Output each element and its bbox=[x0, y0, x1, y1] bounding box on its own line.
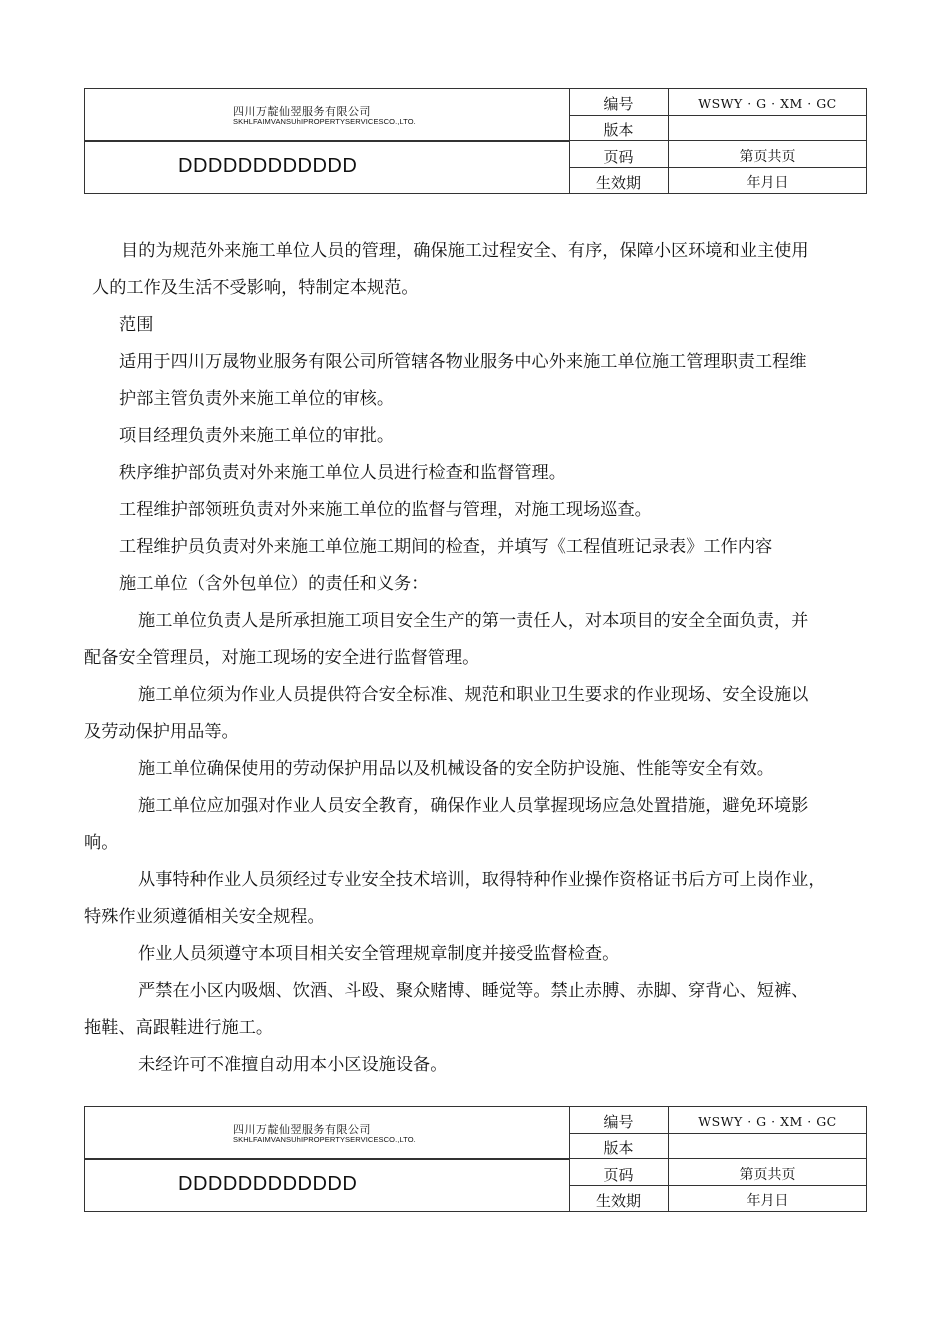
text-line: 严禁在小区内吸烟、饮酒、斗殴、聚众赌博、睡觉等。禁止赤膊、赤脚、穿背心、短裤、 bbox=[138, 981, 809, 1001]
label-version: 版本 bbox=[603, 121, 634, 139]
text-line: 目的为规范外来施工单位人员的管理，确保施工过程安全、有序，保障小区环境和业主使用 bbox=[121, 241, 809, 261]
label-code: 编号 bbox=[603, 1113, 634, 1131]
text-line: 施工单位须为作业人员提供符合安全标准、规范和职业卫生要求的作业现场、安全设施以 bbox=[138, 685, 809, 705]
text-line: 施工单位（含外包单位）的责任和义务： bbox=[119, 574, 429, 594]
value-code: WSWY · G · XM · GC bbox=[698, 96, 837, 111]
document-title: DDDDDDDDDDDD bbox=[178, 155, 358, 177]
text-line: 配备安全管理员，对施工现场的安全进行监督管理。 bbox=[84, 648, 480, 668]
text-line: 及劳动保护用品等。 bbox=[84, 722, 239, 742]
text-line: 拖鞋、高跟鞋进行施工。 bbox=[84, 1018, 274, 1038]
company-cell bbox=[85, 89, 569, 142]
document-title: DDDDDDDDDDDD bbox=[178, 1173, 358, 1195]
label-page: 页码 bbox=[603, 1166, 634, 1184]
text-line: 从事特种作业人员须经过专业安全技术培训，取得特种作业操作资格证书后方可上岗作业， bbox=[138, 870, 826, 890]
divider bbox=[85, 1158, 866, 1159]
text-line: 工程维护员负责对外来施工单位施工期间的检查，并填写《工程值班记录表》工作内容 bbox=[119, 537, 773, 557]
company-name-cn: 四川万靛仙翌服务有限公司 bbox=[233, 106, 371, 118]
divider bbox=[85, 140, 866, 141]
header-table-bottom bbox=[84, 1106, 867, 1212]
company-name-en: SKHLFAIMVANSUhIPROPERTYSERVICESCO.,LTO. bbox=[233, 117, 416, 126]
text-line: 施工单位应加强对作业人员安全教育，确保作业人员掌握现场应急处置措施，避免环境影 bbox=[138, 796, 809, 816]
text-line: 施工单位确保使用的劳动保护用品以及机械设备的安全防护设施、性能等安全有效。 bbox=[138, 759, 774, 779]
text-line: 施工单位负责人是所承担施工项目安全生产的第一责任人，对本项目的安全全面负责，并 bbox=[138, 611, 809, 631]
value-page: 第页共页 bbox=[739, 149, 796, 165]
company-name-en: SKHLFAIMVANSUhIPROPERTYSERVICESCO.,LTO. bbox=[233, 1135, 416, 1144]
text-line: 范围 bbox=[119, 315, 154, 335]
text-line: 作业人员须遵守本项目相关安全管理规章制度并接受监督检查。 bbox=[138, 944, 620, 964]
text-line: 响。 bbox=[84, 833, 119, 853]
document-body bbox=[84, 233, 894, 1084]
company-name-cn: 四川万靛仙翌服务有限公司 bbox=[233, 1124, 371, 1136]
header-table-top bbox=[84, 88, 867, 194]
text-line: 项目经理负责外来施工单位的审批。 bbox=[119, 426, 395, 446]
text-line: 护部主管负责外来施工单位的审核。 bbox=[119, 389, 395, 409]
title-cell bbox=[85, 141, 569, 193]
company-cell bbox=[85, 1107, 569, 1160]
text-line: 适用于四川万晟物业服务有限公司所管辖各物业服务中心外来施工单位施工管理职责工程维 bbox=[119, 352, 807, 372]
value-effective: 年月日 bbox=[746, 1193, 789, 1209]
value-code: WSWY · G · XM · GC bbox=[698, 1114, 837, 1129]
label-effective: 生效期 bbox=[595, 1192, 641, 1210]
label-code: 编号 bbox=[603, 95, 634, 113]
text-line: 秩序维护部负责对外来施工单位人员进行检查和监督管理。 bbox=[119, 463, 566, 483]
value-page: 第页共页 bbox=[739, 1167, 796, 1183]
title-cell bbox=[85, 1159, 569, 1211]
text-line: 未经许可不准擅自动用本小区设施设备。 bbox=[138, 1055, 448, 1075]
text-line: 人的工作及生活不受影响，特制定本规范。 bbox=[92, 278, 419, 298]
label-version: 版本 bbox=[603, 1139, 634, 1157]
label-page: 页码 bbox=[603, 148, 634, 166]
label-effective: 生效期 bbox=[595, 174, 641, 192]
value-effective: 年月日 bbox=[746, 175, 789, 191]
text-line: 工程维护部领班负责对外来施工单位的监督与管理，对施工现场巡查。 bbox=[119, 500, 652, 520]
text-line: 特殊作业须遵循相关安全规程。 bbox=[84, 907, 325, 927]
